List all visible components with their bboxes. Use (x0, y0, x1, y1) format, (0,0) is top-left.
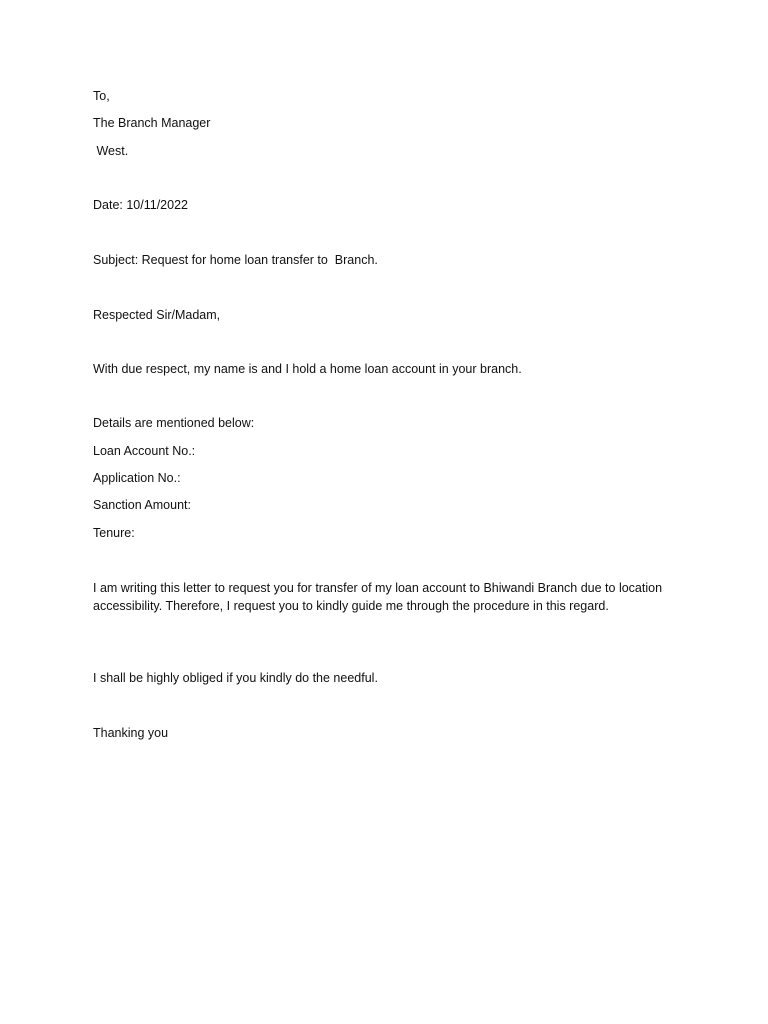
detail-loan-account: Loan Account No.: (93, 444, 196, 458)
detail-sanction-amount: Sanction Amount: (93, 498, 191, 512)
obliged-line: I shall be highly obliged if you kindly do the needful. (93, 671, 378, 685)
closing-line: Thanking you (93, 726, 169, 740)
detail-application: Application No.: (93, 471, 181, 485)
recipient-title: The Branch Manager (93, 116, 211, 130)
details-heading: Details are mentioned below: (93, 416, 255, 430)
recipient-location: West. (93, 144, 129, 158)
subject-line: Subject: Request for home loan transfer to Branch. (93, 253, 378, 267)
greeting: Respected Sir/Madam, (93, 308, 221, 322)
intro-paragraph: With due respect, my name is and I hold a home loan account in your branch. (93, 362, 522, 376)
date-line: Date: 10/11/2022 (93, 198, 188, 212)
detail-tenure: Tenure: (93, 526, 135, 540)
request-paragraph: I am writing this letter to request you for transfer of my loan account to Bhiwandi Branch due to location accessibility. Therefore, I request you to kindly guide me through the procedure in this regard. (93, 581, 663, 613)
salutation-to: To, (93, 89, 110, 103)
